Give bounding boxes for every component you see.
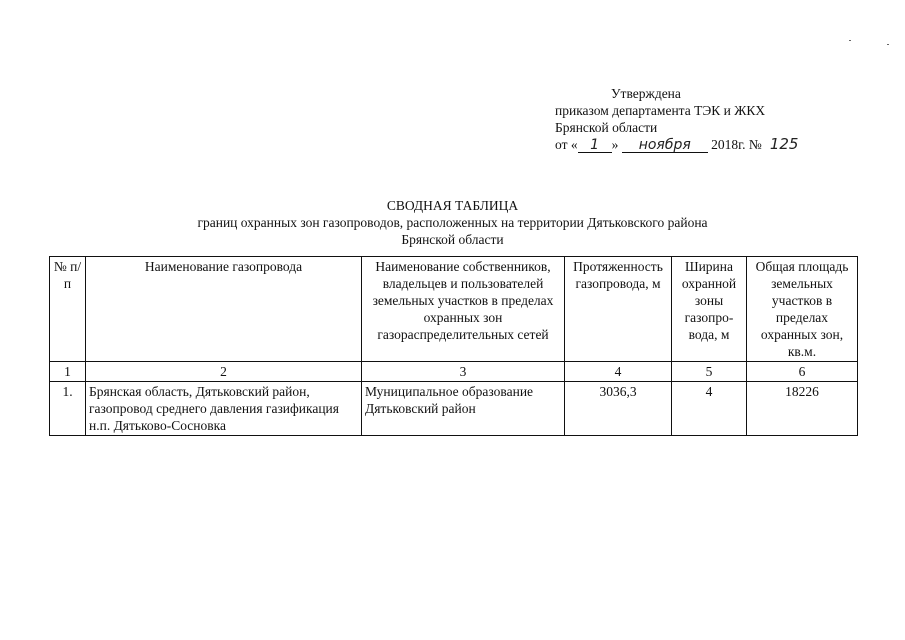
cell-length: 3036,3 xyxy=(565,382,672,436)
date-year: 2018г. xyxy=(711,137,746,152)
column-number: 2 xyxy=(86,362,362,382)
document-heading xyxy=(0,198,905,249)
approval-title: Утверждена xyxy=(611,86,681,101)
document-subtitle: границ охранных зон газопроводов, расположенных на территории Дятьковского района xyxy=(197,215,708,230)
column-number: 4 xyxy=(565,362,672,382)
date-mid: » xyxy=(611,137,619,152)
header-owners: Наименование собственников, владельцев и пользователей земельных участков в пределах охранных зон газораспределительных сетей xyxy=(362,257,565,362)
date-month-handwritten: ноября xyxy=(622,138,708,153)
cell-zone-width: 4 xyxy=(672,382,747,436)
header-number: № п/п xyxy=(50,257,86,362)
date-prefix: от « xyxy=(555,137,578,152)
header-pipeline-name: Наименование газопровода xyxy=(86,257,362,362)
table-row xyxy=(50,382,858,436)
number-sign: № xyxy=(748,137,762,152)
column-number: 1 xyxy=(50,362,86,382)
approval-block xyxy=(555,86,855,154)
column-number: 3 xyxy=(362,362,565,382)
cell-number: 1. xyxy=(50,382,86,436)
header-length: Протяженность газопровода, м xyxy=(565,257,672,362)
order-number-handwritten: 125 xyxy=(769,135,799,153)
header-zone-width: Ширина охранной зоны газопро-вода, м xyxy=(672,257,747,362)
document-title: СВОДНАЯ ТАБЛИЦА xyxy=(386,198,519,213)
scan-speck xyxy=(849,40,851,41)
column-number-row xyxy=(50,362,858,382)
header-total-area: Общая площадь земельных участков в пределах охранных зон, кв.м. xyxy=(747,257,858,362)
cell-total-area: 18226 xyxy=(747,382,858,436)
column-number: 6 xyxy=(747,362,858,382)
approval-region: Брянской области xyxy=(555,120,658,135)
date-day-handwritten: 1 xyxy=(578,138,612,153)
cell-owner: Муниципальное образование Дятьковский район xyxy=(362,382,565,436)
column-number: 5 xyxy=(672,362,747,382)
summary-table xyxy=(49,256,858,436)
scan-speck xyxy=(887,44,889,45)
approval-date-line xyxy=(555,137,855,154)
approval-order: приказом департамента ТЭК и ЖКХ xyxy=(555,103,766,118)
cell-pipeline-name: Брянская область, Дятьковский район, газопровод среднего давления газификация н.п. Дятьково-Сосновка xyxy=(86,382,362,436)
table-header-row xyxy=(50,257,858,362)
document-subtitle-region: Брянской области xyxy=(401,232,504,247)
